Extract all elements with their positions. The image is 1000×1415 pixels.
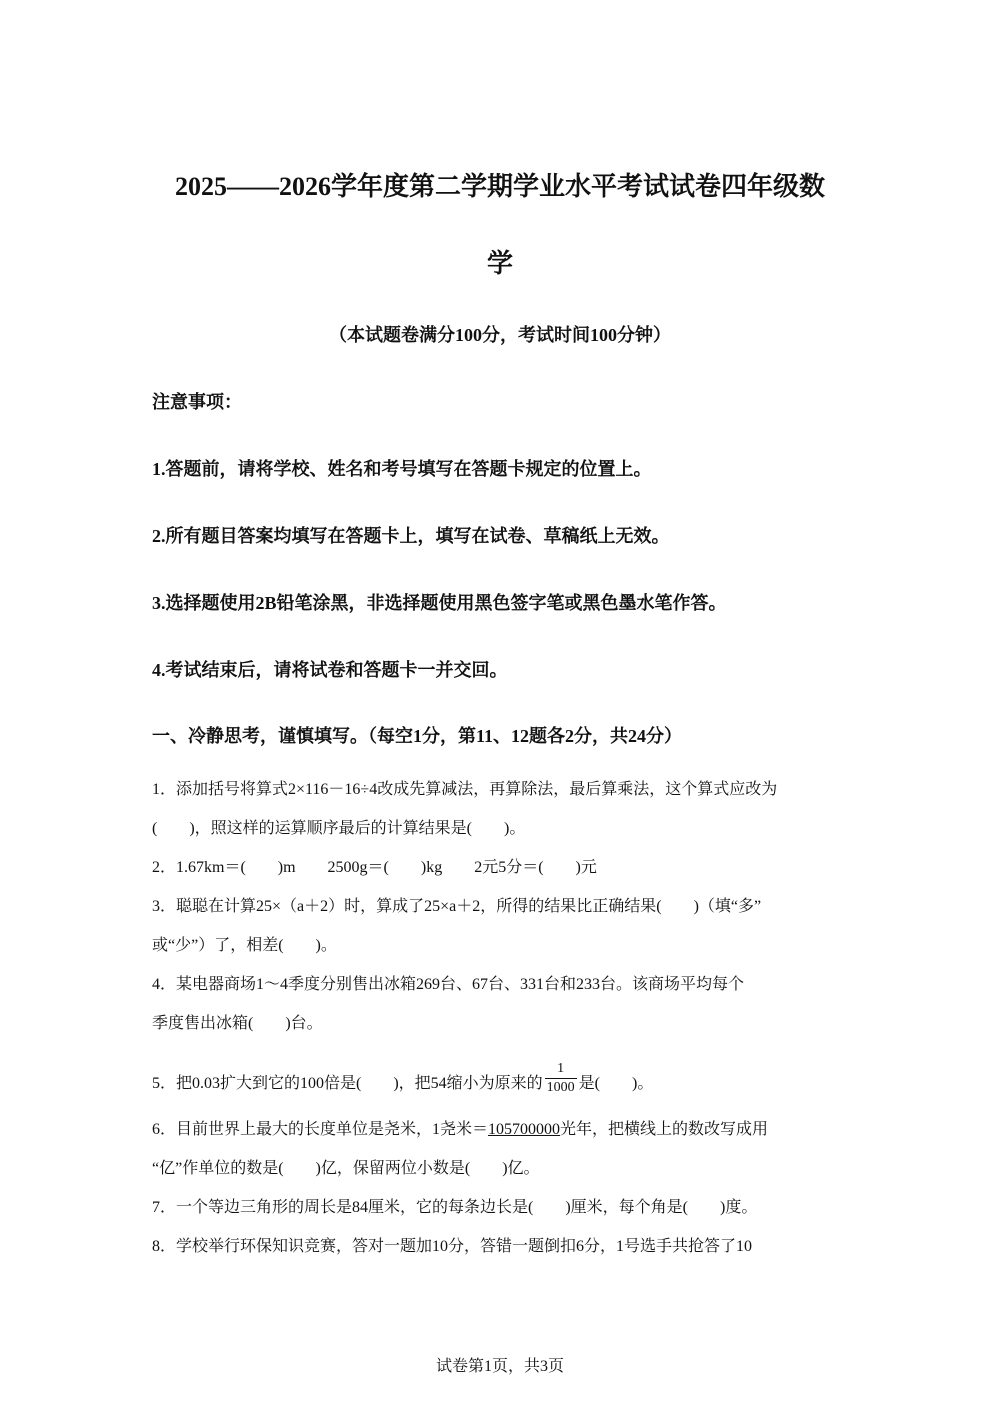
question-2-line1: 2．1.67km＝( )m 2500g＝( )kg 2元5分＝( )元 bbox=[152, 859, 597, 876]
question-3-line1: 3．聪聪在计算25×（a＋2）时，算成了25×a＋2，所得的结果比正确结果( )（填“多” bbox=[152, 898, 762, 915]
notice-item-3: 3.选择题使用2B铅笔涂黑，非选择题使用黑色签字笔或黑色墨水笔作答。 bbox=[152, 593, 727, 613]
question-6-underlined-number: 105700000 bbox=[488, 1121, 561, 1138]
exam-title-line2: 学 bbox=[486, 249, 513, 278]
question-3-line2: 或“少”）了，相差( )。 bbox=[152, 937, 337, 954]
question-6-text-before: 6．目前世界上最大的长度单位是尧米，1尧米＝ bbox=[152, 1121, 489, 1138]
notice-item-4: 4.考试结束后，请将试卷和答题卡一并交回。 bbox=[152, 660, 508, 680]
fraction-numerator: 1 bbox=[557, 1061, 565, 1076]
question-6-line2: “亿”作单位的数是( )亿，保留两位小数是( )亿。 bbox=[152, 1160, 540, 1177]
question-6-line1 bbox=[152, 1119, 768, 1141]
question-1-line1: 1．添加括号将算式2×116－16÷4改成先算减法，再算除法，最后算乘法，这个算式应改为 bbox=[152, 781, 778, 798]
question-5-text-after: 是( )。 bbox=[578, 1075, 654, 1093]
question-5-text-before: 5．把0.03扩大到它的100倍是( )，把54缩小为原来的 bbox=[152, 1075, 543, 1093]
fraction-denominator: 1000 bbox=[546, 1080, 575, 1095]
fraction bbox=[545, 1060, 577, 1097]
question-6-text-after: 光年，把横线上的数改写成用 bbox=[560, 1121, 769, 1138]
question-7-line1: 7．一个等边三角形的周长是84厘米，它的每条边长是( )厘米，每个角是( )度。 bbox=[152, 1199, 758, 1216]
question-5-line1 bbox=[152, 1061, 654, 1103]
exam-title-line1: 2025——2026学年度第二学期学业水平考试试卷四年级数 bbox=[174, 172, 825, 201]
notice-item-2: 2.所有题目答案均填写在答题卡上，填写在试卷、草稿纸上无效。 bbox=[152, 526, 670, 546]
notice-item-1: 1.答题前，请将学校、姓名和考号填写在答题卡规定的位置上。 bbox=[152, 459, 652, 479]
page-footer: 试卷第1页，共3页 bbox=[435, 1358, 564, 1375]
exam-subtitle: （本试题卷满分100分，考试时间100分钟） bbox=[329, 325, 671, 345]
question-4-line2: 季度售出冰箱( )台。 bbox=[152, 1015, 323, 1032]
question-4-line1: 4．某电器商场1～4季度分别售出冰箱269台、67台、331台和233台。该商场平均每个 bbox=[152, 976, 745, 993]
question-1-line2: ( )，照这样的运算顺序最后的计算结果是( )。 bbox=[152, 820, 526, 837]
notice-heading: 注意事项： bbox=[152, 392, 242, 412]
section1-heading: 一、冷静思考，谨慎填写。（每空1分，第11、12题各2分，共24分） bbox=[152, 726, 683, 746]
question-8-line1: 8．学校举行环保知识竞赛，答对一题加10分，答错一题倒扣6分，1号选手共抢答了10 bbox=[152, 1238, 753, 1255]
